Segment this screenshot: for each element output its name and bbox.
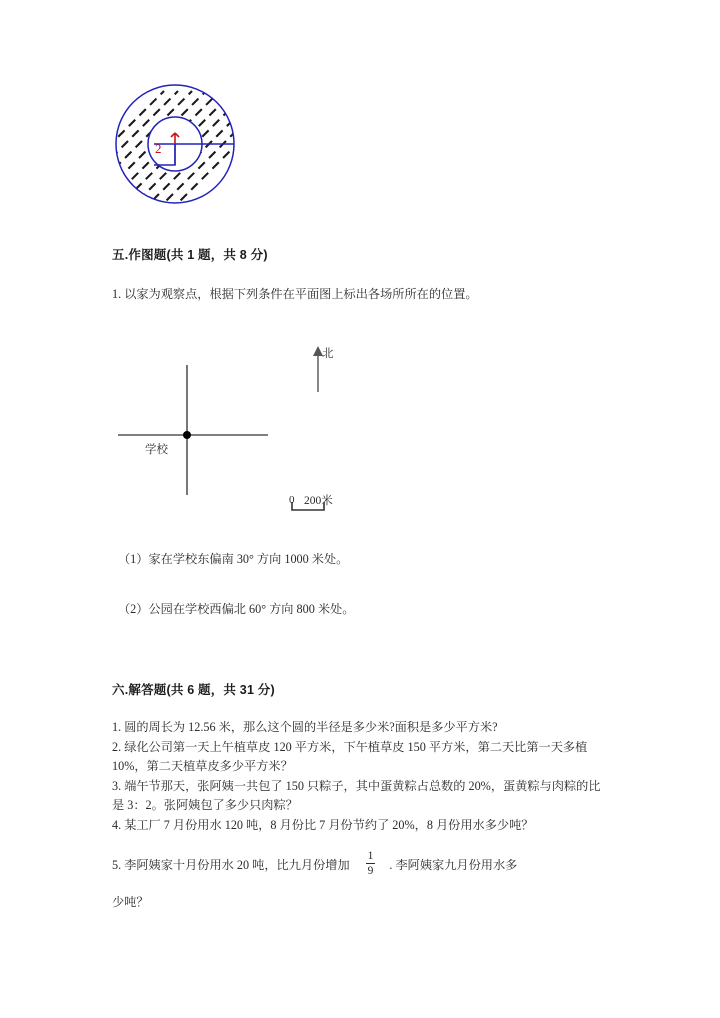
section-five-question: 1. 以家为观察点，根据下列条件在平面图上标出各场所所在的位置。: [112, 287, 478, 301]
map-scale-value-label: 200米: [304, 495, 333, 507]
map-scale-zero-label: 0: [289, 494, 295, 506]
fraction-denominator: 9: [367, 864, 374, 877]
question-item-3: 3. 端午节那天，张阿姨一共包了 150 只粽子，其中蛋黄粽占总数的 20%，蛋黄粽与肉粽的比是 3：2。张阿姨包了多少只肉粽？: [112, 778, 601, 813]
fraction-numerator: 1: [367, 849, 374, 862]
section-five-heading: 五.作图题(共 1 题，共 8 分): [112, 248, 268, 262]
question-item-5-suffix: . 李阿姨家九月份用水多: [389, 857, 518, 872]
fraction-one-ninth: [366, 850, 376, 877]
section-six-question-list: [112, 718, 612, 912]
question-item-5-tail: 少吨？: [112, 894, 149, 909]
section-five-sub-question-2: （2）公园在学校西偏北 60° 方向 800 米处。: [118, 602, 355, 616]
section-six-heading: 六.解答题(共 6 题，共 31 分): [112, 683, 275, 697]
map-origin-label: 学校: [145, 444, 168, 456]
origin-point: [183, 431, 191, 439]
map-north-label: 北: [322, 348, 334, 360]
fraction-bar: [366, 863, 376, 864]
direction-plan-diagram: [118, 330, 418, 530]
question-item-4: 4. 某工厂 7 月份用水 120 吨，8 月份比 7 月份节约了 20%，8 月份用水多少吨？: [112, 817, 534, 832]
question-item-2: 2. 绿化公司第一天上午植草皮 120 平方米，下午植草皮 150 平方米，第二天比第一天多植 10%，第二天植草皮多少平方米？: [112, 739, 588, 774]
question-item-1: 1. 圆的周长为 12.56 米，那么这个圆的半径是多少米?面积是多少平方米?: [112, 720, 498, 734]
question-item-5-prefix: 5. 李阿姨家十月份用水 20 吨，比九月份增加: [112, 857, 350, 872]
inner-radius-label: 2: [155, 141, 162, 156]
shaded-annulus-diagram: [112, 83, 238, 207]
red-marker: [171, 133, 179, 144]
question-item-5: [112, 850, 612, 913]
section-five-sub-question-1: （1）家在学校东偏南 30° 方向 1000 米处。: [118, 552, 349, 566]
